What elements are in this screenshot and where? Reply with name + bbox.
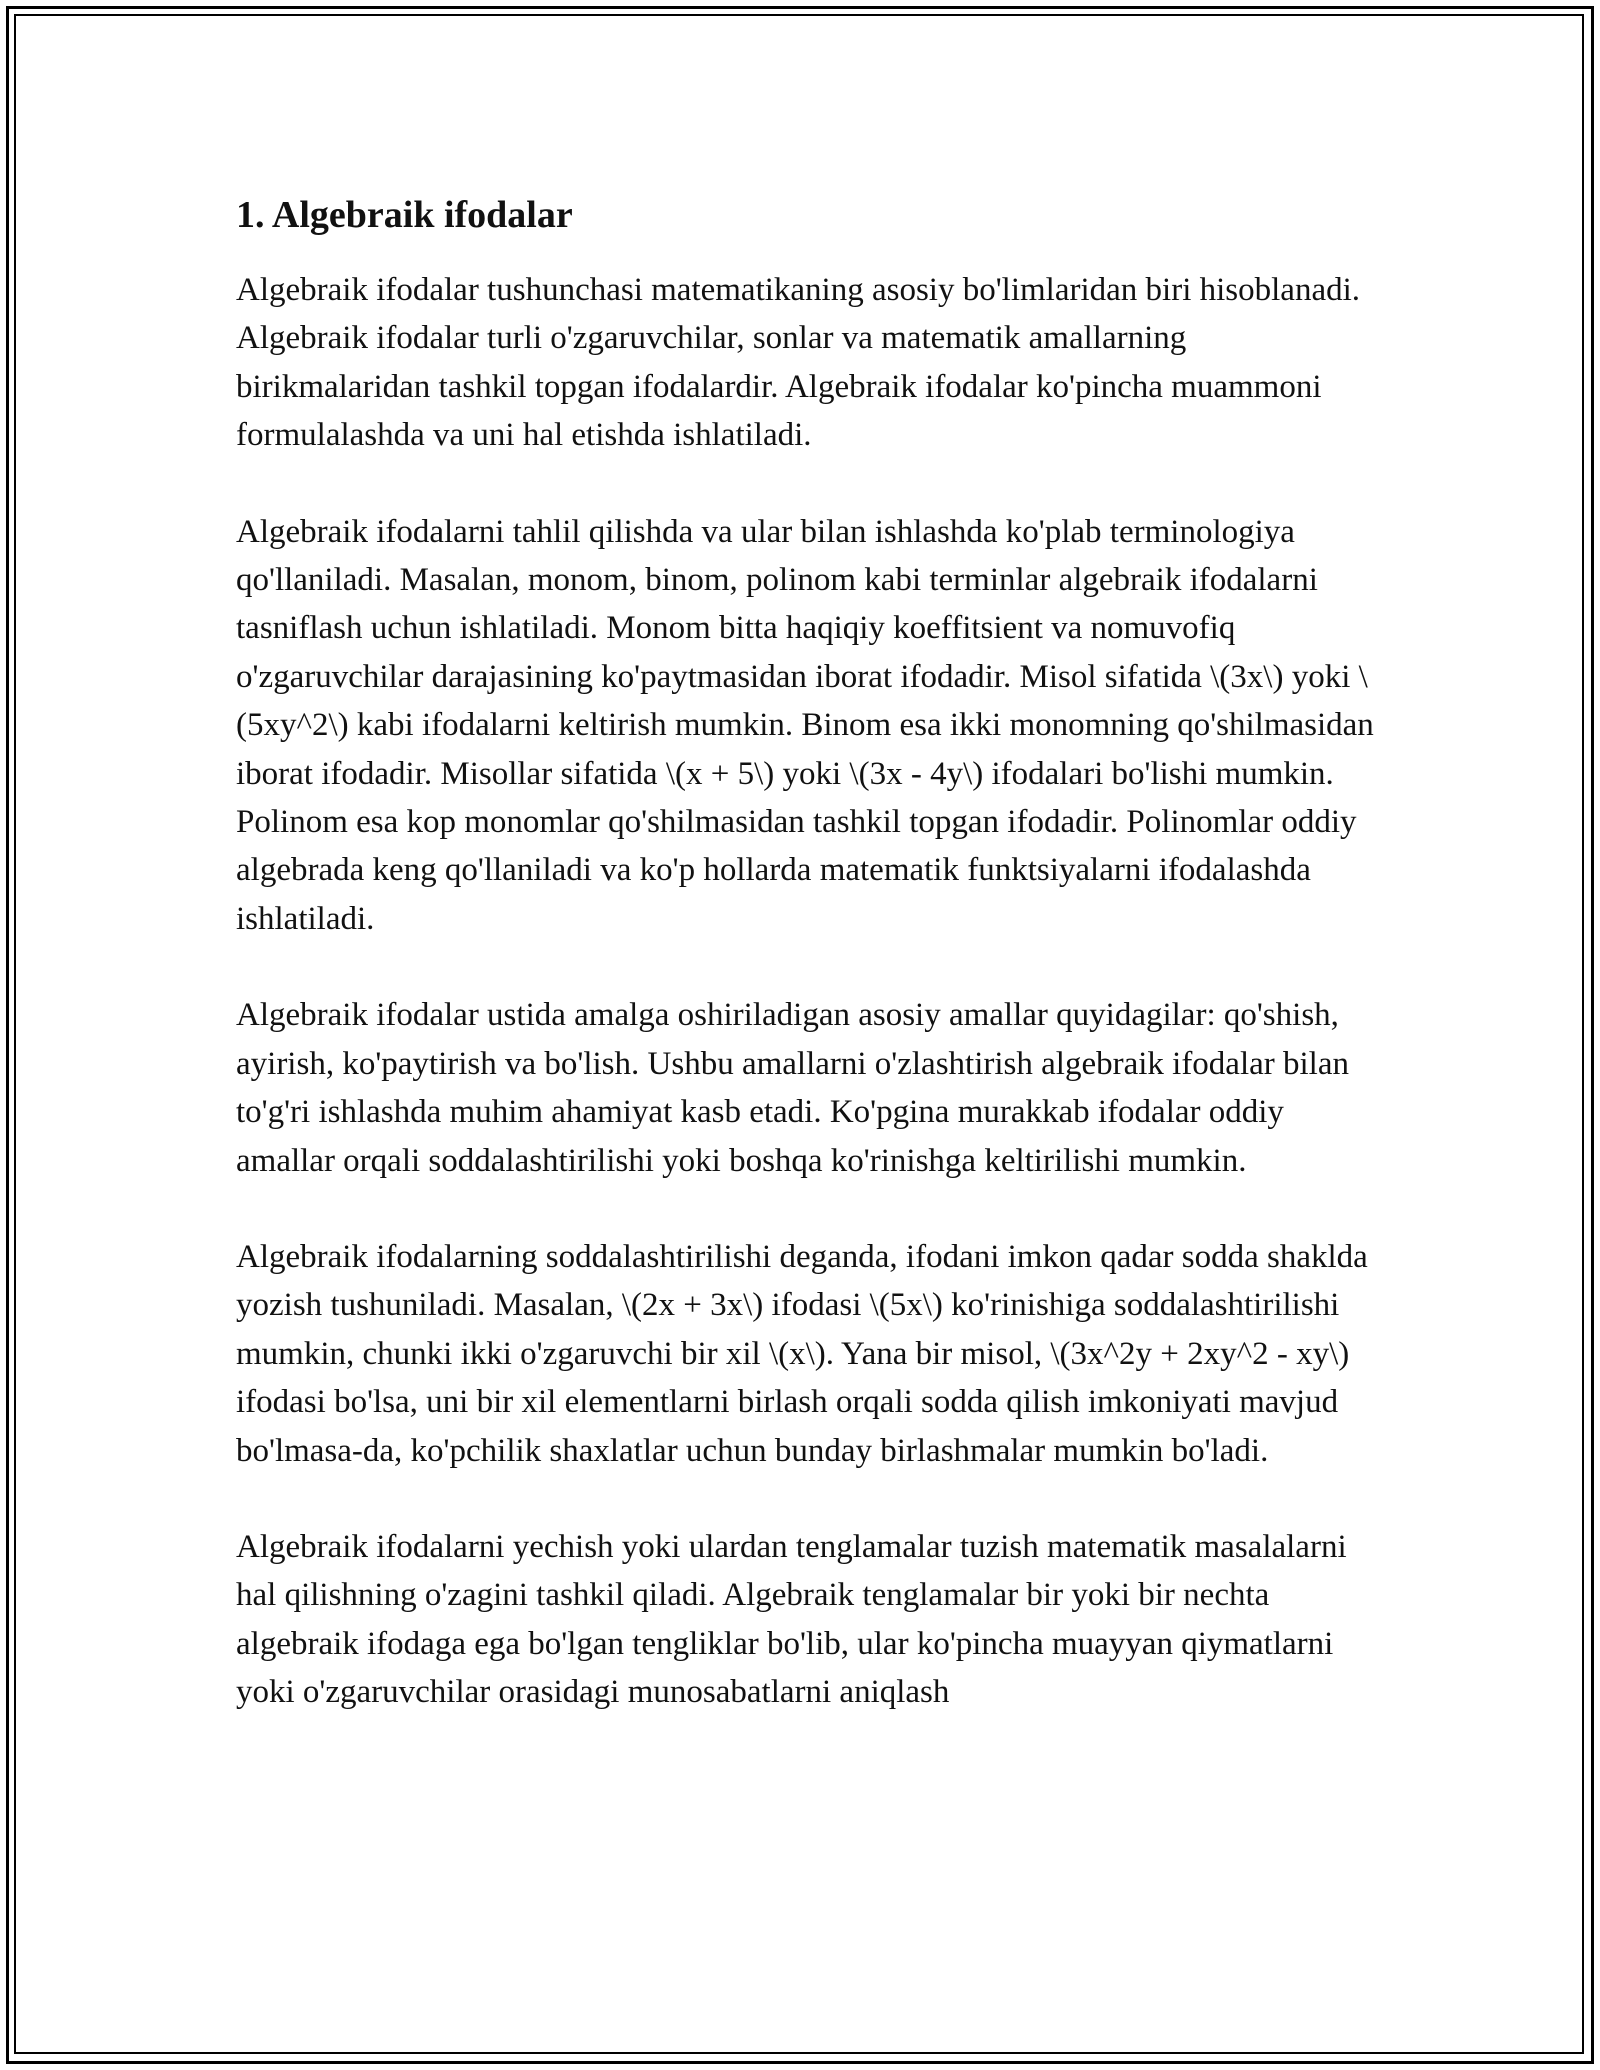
paragraph-equations: Algebraik ifodalarni yechish yoki ulardan tenglamalar tuzish matematik masalalarni hal qilishning o'zagini tashkil qiladi. Algebraik tenglamalar bir yoki bir nechta algebraik ifodaga ega bo'lgan tengliklar bo'lib, ular ko'pincha muayyan qiymatlarni yoki o'zgaruvchilar orasidagi munosabatlarni aniqlash [236,1528,1347,1711]
paragraph-simplification: Algebraik ifodalarning soddalashtirilishi deganda, ifodani imkon qadar sodda shaklda yozish tushuniladi. Masalan, \(2x + 3x\) ifodasi \(5x\) ko'rinishiga soddalashtirilishi mumkin, chunki ikki o'zgaruvchi bir xil \(x\). Yana bir misol, \(3x^2y + 2xy^2 - xy\) ifodasi bo'lsa, uni bir xil elementlarni birlash orqali sodda qilish imkoniyati mavjud bo'lmasa-da, ko'pchilik shaxlatlar uchun bunday birlashmalar mumkin bo'ladi. [236,1238,1368,1469]
document-body [236,182,1376,1765]
paragraph-operations: Algebraik ifodalar ustida amalga oshiriladigan asosiy amallar quyidagilar: qo'shish, ayirish, ko'paytirish va bo'lish. Ushbu amallarni o'zlashtirish algebraik ifodalar bilan to'g'ri ishlashda muhim ahamiyat kasb etadi. Ko'pgina murakkab ifodalar oddiy amallar orqali soddalashtirilishi yoki boshqa ko'rinishga keltirilishi mumkin. [236,997,1349,1179]
paragraph-terminology: Algebraik ifodalarni tahlil qilishda va ular bilan ishlashda ko'plab terminologiya qo'llaniladi. Masalan, monom, binom, polinom kabi terminlar algebraik ifodalarni tasniflash uchun ishlatiladi. Monom bitta haqiqiy koeffitsient va nomuvofiq o'zgaruvchilar darajasining ko'paytmasidan iborat ifodadir. Misol sifatida \(3x\) yoki \(5xy^2\) kabi ifodalarni keltirish mumkin. Binom esa ikki monomning qo'shilmasidan iborat ifodadir. Misollar sifatida \(x + 5\) yoki \(3x - 4y\) ifodalari bo'lishi mumkin. Polinom esa kop monomlar qo'shilmasidan tashkil topgan ifodadir. Polinomlar oddiy algebrada keng qo'llaniladi va ko'p hollarda matematik funktsiyalarni ifodalashda ishlatiladi. [236,513,1374,937]
section-heading: 1. Algebraik ifodalar [236,194,573,236]
paragraph-intro: Algebraik ifodalar tushunchasi matematikaning asosiy bo'limlaridan biri hisoblanadi. Algebraik ifodalar turli o'zgaruvchilar, sonlar va matematik amallarning birikmalaridan tashkil topgan ifodalardir. Algebraik ifodalar ko'pincha muammoni formulalashda va uni hal etishda ishlatiladi. [236,272,1361,454]
